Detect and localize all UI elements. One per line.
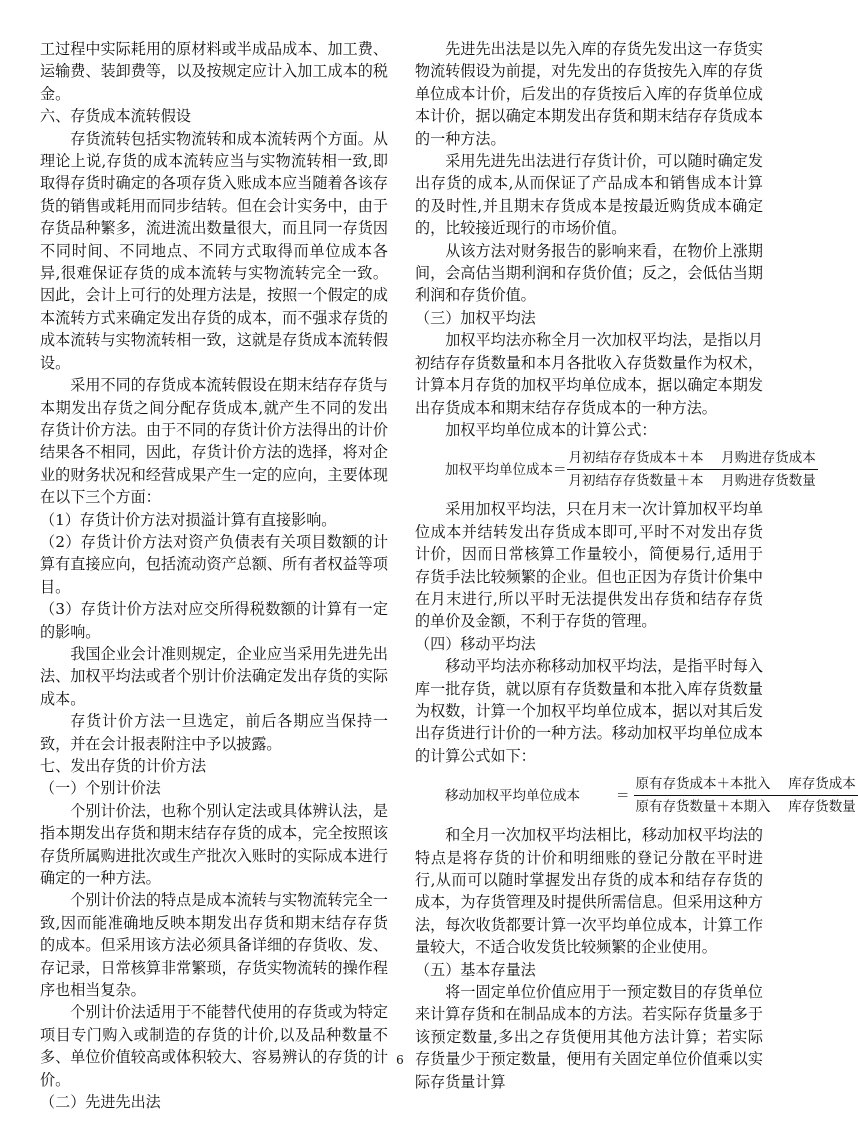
subsection-heading: （四）移动平均法 <box>415 634 536 653</box>
paragraph: 采用加权平均法，只在月末一次计算加权平均单位成本并结转发出存货成本即可,平时不对发出存货计价，因而日常核算工作量较小，简便易行,适用于存货手法比较频繁的企业。但也正因为存货计价集中在月末进行,所以平时无法提供发出存货和结存存货的单价及金额，不利于存货的管理。 <box>415 500 763 631</box>
paragraph: 存货流转包括实物流转和成本流转两个方面。从理论上说,存货的成本流转应当与实物流转相一致,即取得存货时确定的各项存货入账成本应当随着各该存货的销售或耗用而同步结转。但在会计实务中，由于存货品种繁多，流进流出数量很大，而且同一存货因不同时间、不同地点、不同方式取得而单位成本各异,很难保证存货的成本流转与实物流转完全一致。因此，会计上可行的处理方法是，按照一个假定的成本流转方式来确定发出存货的成本，而不强求存货的成本流转与实物流转相一致，这就是存货成本流转假设。 <box>40 129 388 372</box>
section-heading: 七、发出存货的计价方法 <box>40 757 207 775</box>
formula-label: 移动加权平均单位成本 <box>445 787 580 804</box>
paragraph: 工过程中实际耗用的原材料或半成品成本、加工费、运输费、装卸费等，以及按规定应计入加工成本的税金。 <box>40 40 388 103</box>
page-number: 6 <box>396 1053 404 1067</box>
paragraph: 个别计价法，也称个别认定法或具体辨认法，是指本期发出存货和期末结存存货的成本，完全按照该存货所属购进批次或生产批次入账时的实际成本进行确定的一种方法。 <box>40 801 388 888</box>
subsection-heading: （三）加权平均法 <box>415 308 536 327</box>
paragraph: 先进先出法是以先入库的存货先发出这一存货实物流转假设为前提，对先发出的存货按先入库的存货单位成本计价，后发出的存货按后入库的存货单位成本计价，据以确定本期发出存货和期末结存存货成本的一种方法。 <box>415 40 763 148</box>
subsection-heading: （二）先进先出法 <box>40 1093 161 1112</box>
paragraph: 采用不同的存货成本流转假设在期末结存存货与本期发出存货之间分配存货成本,就产生不同的发出存货计价方法。由于不同的存货计价方法得出的计价结果各不相同，因此，存货计价方法的选择，将对企业的财务状况和经营成果产生一定的应向，主要体现在以下三个方面： <box>40 376 388 507</box>
paragraph: 加权平均单位成本的计算公式： <box>445 420 657 439</box>
list-item: （2）存货计价方法对资产负债表有关项目数额的计算有直接应向，包括流动资产总额、所有者权益等项目。 <box>40 532 388 596</box>
paragraph: 个别计价法适用于不能替代使用的存货或为特定项目专门购入或制造的存货的计价,以及品种数量不多、单位价值较高或体积较大、容易辨认的存货的计价。 <box>40 1003 388 1089</box>
formula-fraction <box>634 773 858 818</box>
paragraph: 加权平均法亦称全月一次加权平均法，是指以月初结存存货数量和本月各批收入存货数量作为权术，计算本月存货的加权平均单位成本，据以确定本期发出存货成本和期末结存存货成本的一种方法。 <box>415 331 763 417</box>
list-item: （3）存货计价方法对应交所得税数额的计算有一定的影响。 <box>40 600 388 641</box>
paragraph: 将一固定单位价值应用于一预定数目的存货单位来计算存货和在制品成本的方法。若实际存货量多于该预定数量,多出之存货便用其他方法计算；若实际存货量少于预定数量，便用有关固定单位价值乘以实际存货量计算 <box>415 983 763 1091</box>
formula-label: 加权平均单位成本＝ <box>445 461 567 478</box>
paragraph: 我国企业会计准则规定，企业应当采用先进先出法、加权平均法或者个别计价法确定发出存货的实际成本。 <box>40 644 388 708</box>
section-heading: 六、存货成本流转假设 <box>40 107 191 126</box>
paragraph: 采用先进先出法进行存货计价，可以随时确定发出存货的成本,从而保证了产品成本和销售成本计算的及时性,并且期末存货成本是按最近购货成本确定的，比较接近现行的市场价值。 <box>415 152 763 238</box>
formula-fraction <box>567 447 818 492</box>
weighted-average-formula <box>415 447 816 492</box>
left-column <box>40 38 388 1114</box>
subsection-heading: （五）基本存量法 <box>415 960 536 979</box>
moving-average-formula <box>415 773 856 818</box>
list-item: （1）存货计价方法对损溢计算有直接影响。 <box>40 510 337 529</box>
formula-equals: ＝ <box>616 787 630 804</box>
paragraph: 个别计价法的特点是成本流转与实物流转完全一致,因而能准确地反映本期发出存货和期末结存存货的成本。但采用该方法必须具备详细的存货收、发、存记录，日常核算非常繁琐，存货实物流转的操作程序也相当复杂。 <box>40 891 388 1000</box>
formula-numerator: 月初结存存货成本＋本 月购进存货成本 <box>568 450 816 467</box>
subsection-heading: （一）个别计价法 <box>40 779 161 798</box>
formula-denominator: 月初结存存货数量＋本 月购进存货数量 <box>567 469 818 492</box>
paragraph: 从该方法对财务报告的影响来看，在物价上涨期间，会高估当期利润和存货价值；反之，会低估当期利润和存货价值。 <box>415 241 763 305</box>
right-column <box>415 38 856 1093</box>
formula-denominator: 原有存货数量＋本期入 库存货数量 <box>634 795 858 818</box>
paragraph: 移动平均法亦称移动加权平均法，是指平时每入库一批存货，就以原有存货数量和本批入库存货数量为权数，计算一个加权平均单位成本，据以对其后发出存货进行计价的一种方法。移动加权平均单位成本的计算公式如下： <box>415 657 763 765</box>
paragraph: 存货计价方法一旦选定，前后各期应当保持一致，并在会计报表附注中予以披露。 <box>40 712 388 753</box>
formula-numerator: 原有存货成本＋本批入 库存货成本 <box>635 776 856 793</box>
paragraph: 和全月一次加权平均法相比，移动加权平均法的特点是将存货的计价和明细账的登记分散在平时进行,从而可以随时掌握发出存货的成本和结存存货的成本，为存货管理及时提供所需信息。但采用这种方法，每次收货都要计算一次平均单位成本，计算工作量较大，不适合收发货比较频繁的企业使用。 <box>415 826 763 957</box>
